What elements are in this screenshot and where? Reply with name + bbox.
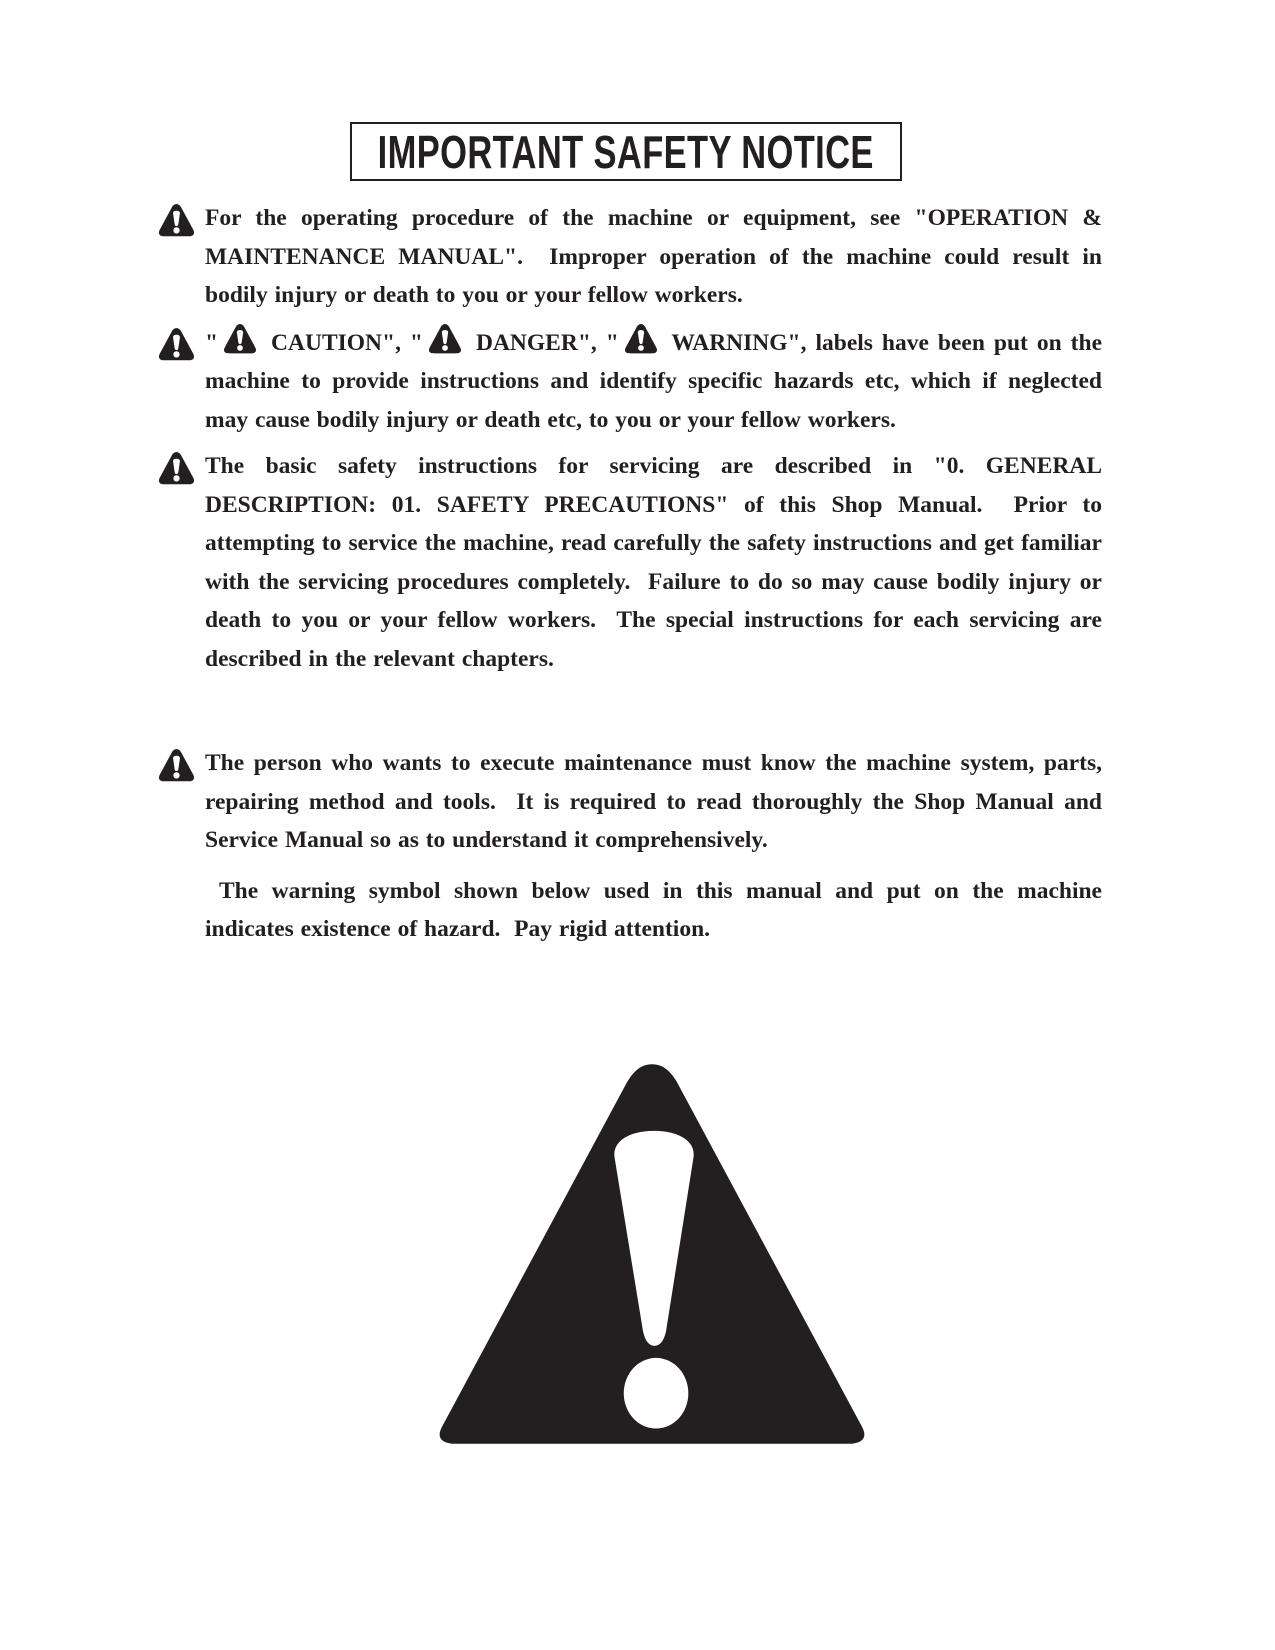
paragraph-text: DANGER", " bbox=[466, 329, 619, 356]
warning-triangle-icon bbox=[158, 327, 195, 361]
paragraph-text: For the operating procedure of the machine or equipment, see "OPERATION & MAINTENANCE MANUAL". Improper operation of the machine could result in bodily injury or death to you or your fellow workers. bbox=[205, 205, 1102, 308]
safety-paragraph-symbol-note bbox=[205, 872, 1102, 949]
page-title: IMPORTANT SAFETY NOTICE bbox=[377, 125, 875, 178]
warning-triangle-icon bbox=[158, 203, 195, 237]
notice-content bbox=[205, 199, 1102, 957]
safety-paragraph-operation bbox=[205, 199, 1102, 315]
paragraph-text: CAUTION", " bbox=[262, 329, 423, 356]
warning-triangle-icon bbox=[158, 748, 195, 782]
paragraph-text: The basic safety instructions for servicing are described in "0. GENERAL DESCRIPTION: 01. SAFETY PRECAUTIONS" of this Shop Manual. Prior to attempting to service the machine, read carefully the safety instructions and get familiar with the servicing procedures completely. Failure to do so may cause bodily injury or death to you or your fellow workers. The special instructions for each servicing are described in the relevant chapters. bbox=[205, 453, 1102, 672]
safety-paragraph-labels bbox=[205, 323, 1102, 440]
paragraph-text: WARNING", labels have been put on the machine to provide instructions and identify specific hazards etc, which if neglected may cause bodily injury or death etc, to you or your fellow workers. bbox=[205, 329, 1102, 433]
warning-triangle-icon bbox=[158, 451, 195, 485]
warning-triangle-inline-icon bbox=[624, 323, 658, 354]
paragraph-text: The warning symbol shown below used in this manual and put on the machine indicates existence of hazard. Pay rigid attention. bbox=[205, 877, 1102, 942]
paragraph-text: The person who wants to execute maintenance must know the machine system, parts, repairing method and tools. It is required to read thoroughly the Shop Manual and Service Manual so as to understand it comprehensively. bbox=[205, 750, 1102, 853]
paragraph-text: " bbox=[205, 329, 219, 356]
safety-paragraph-maintenance bbox=[205, 744, 1102, 860]
hazard-warning-symbol-icon bbox=[428, 1060, 876, 1448]
danger-triangle-icon bbox=[428, 323, 462, 354]
safety-paragraph-servicing bbox=[205, 447, 1102, 678]
title-box bbox=[350, 122, 902, 181]
caution-triangle-icon bbox=[223, 323, 257, 354]
